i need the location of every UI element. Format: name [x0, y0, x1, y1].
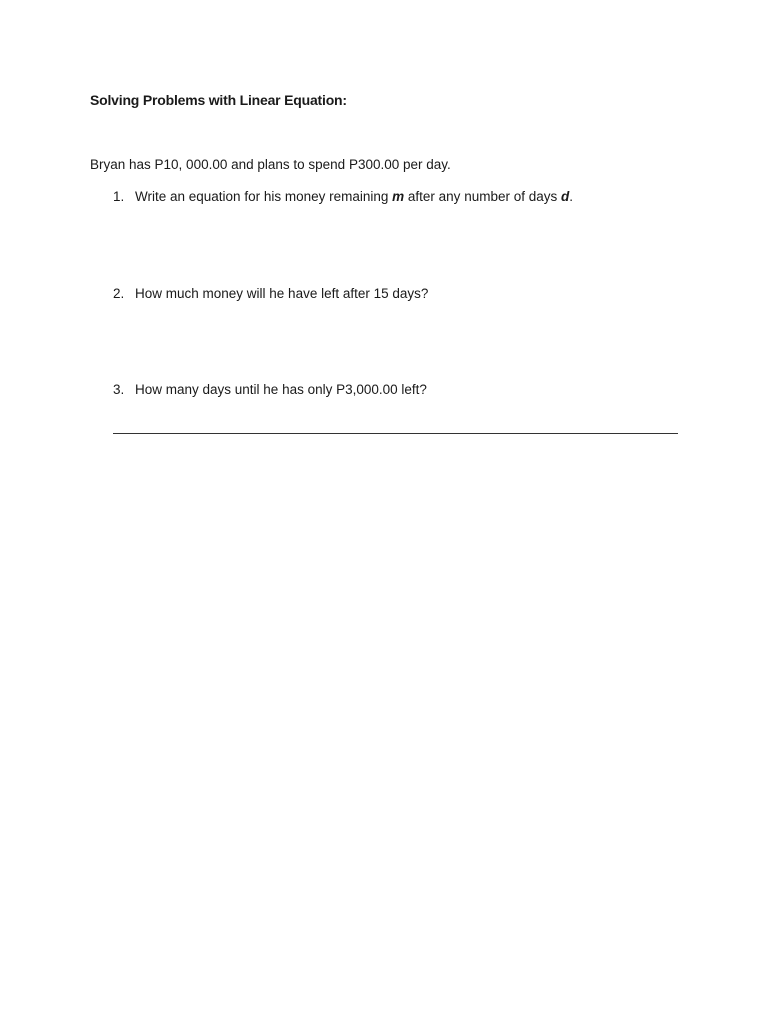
answer-line	[113, 433, 678, 434]
variable-m: m	[392, 189, 405, 204]
question-number: 2.	[113, 286, 125, 301]
worksheet-title: Solving Problems with Linear Equation:	[90, 92, 347, 108]
problem-statement: Bryan has P10, 000.00 and plans to spend P300.00 per day.	[90, 157, 451, 172]
question-1	[113, 189, 573, 204]
question-text-part: .	[569, 189, 574, 204]
question-number: 1.	[113, 189, 125, 204]
question-text: How much money will he have left after 15 days?	[135, 286, 429, 301]
question-3	[113, 382, 427, 397]
question-number: 3.	[113, 382, 125, 397]
question-text	[135, 189, 573, 204]
question-2	[113, 286, 428, 301]
variable-d: d	[561, 189, 570, 204]
question-text-part: Write an equation for his money remaining	[135, 189, 393, 204]
question-text-part: after any number of days	[404, 189, 561, 204]
question-text: How many days until he has only P3,000.00 left?	[135, 382, 427, 397]
